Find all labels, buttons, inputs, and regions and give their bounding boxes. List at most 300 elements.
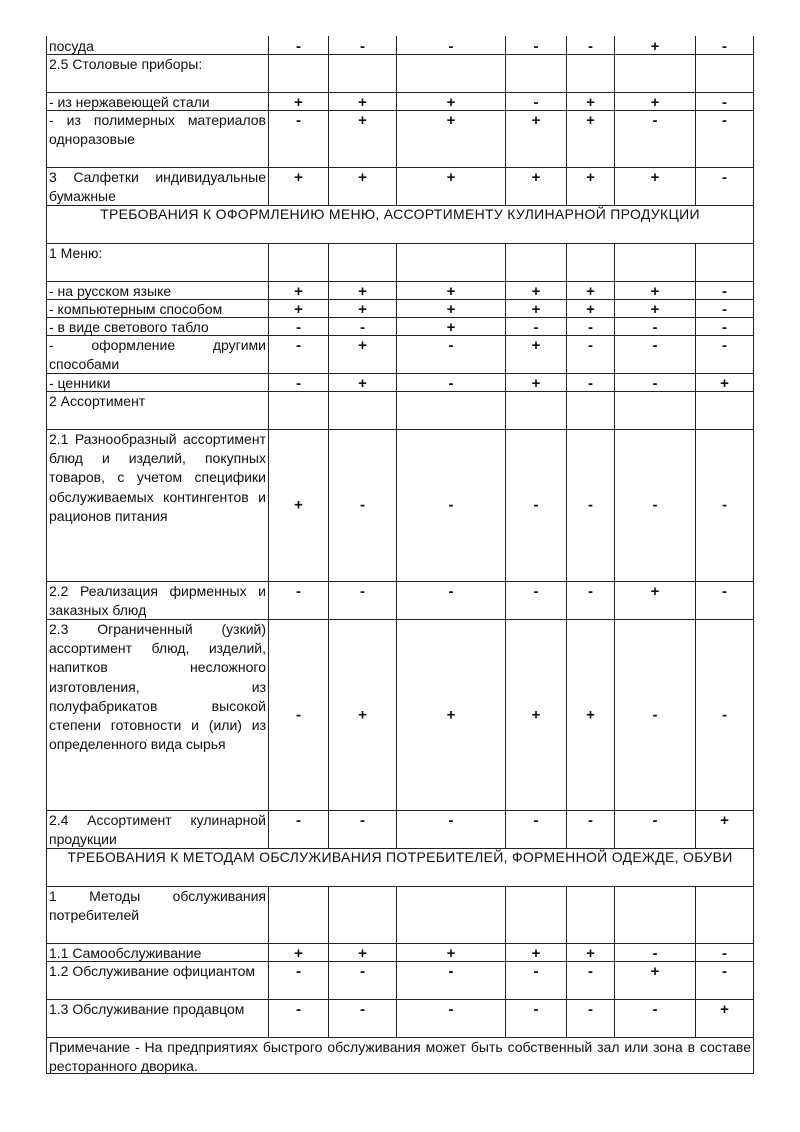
- plus-mark: +: [358, 301, 367, 318]
- row-label: 1.1 Самообслуживание: [49, 945, 202, 961]
- mark-cell: [614, 335, 695, 373]
- minus-mark: -: [296, 706, 301, 723]
- mark-cell: [566, 92, 614, 110]
- mark-cell: [268, 110, 328, 167]
- minus-mark: -: [448, 812, 454, 829]
- mark-cell: [566, 999, 614, 1037]
- minus-mark: -: [588, 38, 593, 55]
- mark-cell: [396, 167, 505, 205]
- mark-cell: [566, 110, 614, 167]
- mark-cell: [268, 961, 328, 999]
- mark-cell: [566, 391, 614, 429]
- mark-cell: [505, 110, 566, 167]
- plus-mark: +: [358, 283, 367, 300]
- mark-cell: [505, 167, 566, 205]
- mark-cell: [566, 429, 614, 581]
- mark-cell: [396, 243, 505, 281]
- mark-cell: [505, 619, 566, 810]
- mark-cell: [695, 299, 754, 317]
- minus-mark: -: [448, 963, 454, 980]
- table-row: [46, 581, 754, 619]
- mark-cell: [566, 335, 614, 373]
- plus-mark: +: [358, 169, 367, 186]
- plus-mark: +: [358, 112, 367, 129]
- mark-cell: [695, 429, 754, 581]
- plus-mark: +: [294, 496, 303, 514]
- minus-mark: -: [360, 963, 365, 980]
- mark-cell: [268, 373, 328, 391]
- plus-mark: +: [446, 283, 456, 300]
- mark-cell: [268, 92, 328, 110]
- mark-cell: [505, 317, 566, 335]
- mark-cell: [328, 619, 396, 810]
- plus-mark: +: [358, 94, 367, 111]
- mark-cell: [566, 961, 614, 999]
- plus-mark: +: [531, 112, 541, 129]
- table-row: [46, 886, 754, 943]
- plus-mark: +: [586, 112, 595, 129]
- mark-cell: [614, 429, 695, 581]
- section-heading: ТРЕБОВАНИЯ К ОФОРМЛЕНИЮ МЕНЮ, АССОРТИМЕНТУ КУЛИНАРНОЙ ПРОДУКЦИИ: [46, 205, 754, 243]
- plus-mark: +: [531, 283, 541, 300]
- minus-mark: -: [533, 496, 539, 514]
- minus-mark: -: [722, 337, 727, 354]
- mark-cell: [328, 36, 396, 54]
- plus-mark: +: [531, 337, 541, 354]
- minus-mark: -: [533, 94, 539, 111]
- mark-cell: [268, 581, 328, 619]
- row-label-cell: [46, 999, 268, 1037]
- row-label: - ценники: [49, 375, 111, 391]
- mark-cell: [614, 619, 695, 810]
- minus-mark: -: [533, 583, 539, 600]
- row-label: 1 Меню:: [49, 245, 103, 261]
- table-row: [46, 373, 754, 391]
- plus-mark: +: [650, 583, 660, 600]
- section-heading: ТРЕБОВАНИЯ К МЕТОДАМ ОБСЛУЖИВАНИЯ ПОТРЕБИТЕЛЕЙ, ФОРМЕННОЙ ОДЕЖДЕ, ОБУВИ: [46, 848, 754, 886]
- mark-cell: [328, 110, 396, 167]
- mark-cell: [268, 299, 328, 317]
- minus-mark: -: [533, 963, 539, 980]
- plus-mark: +: [446, 945, 456, 962]
- table-row: [46, 391, 754, 429]
- plus-mark: +: [446, 706, 456, 723]
- row-label-cell: [46, 391, 268, 429]
- minus-mark: -: [722, 496, 727, 514]
- mark-cell: [566, 281, 614, 299]
- mark-cell: [614, 317, 695, 335]
- row-label: 2.1 Разнообразный ассортимент блюд и изделий, покупных товаров, с учетом специфики обслуживаемых контингентов и рационов питания: [49, 431, 266, 524]
- mark-cell: [396, 110, 505, 167]
- plus-mark: +: [650, 94, 660, 111]
- mark-cell: [505, 581, 566, 619]
- row-label: 3 Салфетки индивидуальные бумажные: [49, 169, 266, 205]
- table-row: [46, 999, 754, 1037]
- minus-mark: -: [652, 706, 658, 723]
- mark-cell: [268, 317, 328, 335]
- plus-mark: +: [650, 169, 660, 186]
- mark-cell: [566, 167, 614, 205]
- plus-mark: +: [650, 283, 660, 300]
- minus-mark: -: [722, 94, 727, 111]
- mark-cell: [695, 281, 754, 299]
- table-row: [46, 810, 754, 848]
- table-row: [46, 167, 754, 205]
- mark-cell: [328, 167, 396, 205]
- minus-mark: -: [588, 1001, 593, 1018]
- plus-mark: +: [358, 706, 367, 723]
- mark-cell: [396, 943, 505, 961]
- mark-cell: [505, 54, 566, 92]
- mark-cell: [566, 886, 614, 943]
- row-label: 2.5 Столовые приборы:: [49, 56, 203, 72]
- mark-cell: [396, 299, 505, 317]
- mark-cell: [566, 317, 614, 335]
- mark-cell: [505, 961, 566, 999]
- mark-cell: [268, 999, 328, 1037]
- mark-cell: [614, 961, 695, 999]
- mark-cell: [614, 373, 695, 391]
- mark-cell: [396, 810, 505, 848]
- mark-cell: [396, 335, 505, 373]
- mark-cell: [396, 373, 505, 391]
- mark-cell: [614, 243, 695, 281]
- plus-mark: +: [531, 375, 541, 392]
- minus-mark: -: [448, 1001, 454, 1018]
- minus-mark: -: [448, 496, 454, 514]
- mark-cell: [328, 335, 396, 373]
- mark-cell: [505, 429, 566, 581]
- table-row: [46, 619, 754, 810]
- minus-mark: -: [722, 301, 727, 318]
- row-label-cell: [46, 429, 268, 581]
- minus-mark: -: [588, 963, 593, 980]
- row-label: 1.2 Обслуживание официантом: [49, 963, 256, 979]
- minus-mark: -: [722, 963, 727, 980]
- minus-mark: -: [588, 496, 593, 514]
- mark-cell: [505, 335, 566, 373]
- mark-cell: [268, 167, 328, 205]
- mark-cell: [328, 886, 396, 943]
- minus-mark: -: [652, 1001, 658, 1018]
- table-row: [46, 961, 754, 999]
- minus-mark: -: [652, 375, 658, 392]
- mark-cell: [695, 619, 754, 810]
- mark-cell: [614, 110, 695, 167]
- row-label-cell: [46, 373, 268, 391]
- mark-cell: [695, 335, 754, 373]
- row-label-cell: [46, 92, 268, 110]
- mark-cell: [268, 391, 328, 429]
- minus-mark: -: [360, 583, 365, 600]
- row-label: - компьютерным способом: [49, 301, 223, 317]
- mark-cell: [566, 54, 614, 92]
- row-label-cell: [46, 961, 268, 999]
- mark-cell: [396, 619, 505, 810]
- row-label: - оформление другими способами: [49, 337, 266, 373]
- mark-cell: [695, 999, 754, 1037]
- mark-cell: [614, 810, 695, 848]
- plus-mark: +: [446, 94, 456, 111]
- plus-mark: +: [586, 169, 595, 186]
- mark-cell: [614, 581, 695, 619]
- table-note: Примечание - На предприятиях быстрого обслуживания может быть собственный зал или зона в составе ресторанного дворика.: [46, 1037, 754, 1073]
- minus-mark: -: [360, 1001, 365, 1018]
- plus-mark: +: [446, 319, 456, 336]
- row-label: - из полимерных материалов одноразовые: [49, 112, 266, 148]
- mark-cell: [505, 999, 566, 1037]
- mark-cell: [505, 373, 566, 391]
- mark-cell: [695, 886, 754, 943]
- mark-cell: [505, 92, 566, 110]
- mark-cell: [614, 54, 695, 92]
- row-label: посуда: [49, 38, 94, 54]
- minus-mark: -: [448, 337, 454, 354]
- minus-mark: -: [360, 38, 365, 55]
- mark-cell: [614, 167, 695, 205]
- mark-cell: [614, 299, 695, 317]
- plus-mark: +: [294, 301, 303, 318]
- table-row: [46, 943, 754, 961]
- minus-mark: -: [652, 112, 658, 129]
- row-label-cell: [46, 36, 268, 54]
- mark-cell: [695, 92, 754, 110]
- mark-cell: [268, 429, 328, 581]
- minus-mark: -: [588, 337, 593, 354]
- minus-mark: -: [296, 812, 301, 829]
- minus-mark: -: [360, 812, 365, 829]
- minus-mark: -: [722, 319, 727, 336]
- table-row: [46, 110, 754, 167]
- mark-cell: [614, 92, 695, 110]
- row-divider: [46, 1073, 754, 1074]
- minus-mark: -: [652, 319, 658, 336]
- minus-mark: -: [533, 319, 539, 336]
- plus-mark: +: [294, 169, 303, 186]
- mark-cell: [505, 391, 566, 429]
- mark-cell: [328, 92, 396, 110]
- row-label-cell: [46, 110, 268, 167]
- mark-cell: [695, 391, 754, 429]
- mark-cell: [566, 619, 614, 810]
- mark-cell: [505, 810, 566, 848]
- row-label-cell: [46, 167, 268, 205]
- minus-mark: -: [360, 319, 365, 336]
- mark-cell: [566, 373, 614, 391]
- minus-mark: -: [588, 812, 593, 829]
- mark-cell: [396, 961, 505, 999]
- minus-mark: -: [296, 583, 301, 600]
- minus-mark: -: [296, 337, 301, 354]
- table-row: [46, 243, 754, 281]
- mark-cell: [614, 886, 695, 943]
- minus-mark: -: [722, 112, 727, 129]
- minus-mark: -: [588, 375, 593, 392]
- mark-cell: [505, 243, 566, 281]
- row-label-cell: [46, 317, 268, 335]
- minus-mark: -: [722, 706, 727, 723]
- table-row: [46, 317, 754, 335]
- minus-mark: -: [722, 38, 727, 55]
- minus-mark: -: [296, 38, 301, 55]
- minus-mark: -: [296, 112, 301, 129]
- mark-cell: [396, 429, 505, 581]
- mark-cell: [268, 36, 328, 54]
- mark-cell: [695, 243, 754, 281]
- table-row: [46, 299, 754, 317]
- mark-cell: [695, 943, 754, 961]
- plus-mark: +: [586, 283, 595, 300]
- mark-cell: [396, 317, 505, 335]
- mark-cell: [328, 391, 396, 429]
- minus-mark: -: [533, 812, 539, 829]
- mark-cell: [396, 999, 505, 1037]
- mark-cell: [268, 335, 328, 373]
- mark-cell: [328, 317, 396, 335]
- mark-cell: [695, 810, 754, 848]
- row-label: 2.3 Ограниченный (узкий) ассортимент блюд, изделий, напитков несложного изготовления, из полуфабрикатов высокой степени готовности и (или) из определенного вида сырья: [49, 621, 266, 753]
- row-label: 2.4 Ассортимент кулинарной продукции: [49, 812, 266, 848]
- row-label-cell: [46, 243, 268, 281]
- mark-cell: [614, 999, 695, 1037]
- plus-mark: +: [358, 337, 367, 354]
- mark-cell: [396, 886, 505, 943]
- row-label-cell: [46, 281, 268, 299]
- mark-cell: [566, 943, 614, 961]
- mark-cell: [268, 281, 328, 299]
- plus-mark: +: [586, 94, 595, 111]
- plus-mark: +: [531, 301, 541, 318]
- minus-mark: -: [588, 583, 593, 600]
- mark-cell: [614, 281, 695, 299]
- mark-cell: [566, 810, 614, 848]
- minus-mark: -: [448, 583, 454, 600]
- row-label-cell: [46, 581, 268, 619]
- row-label-cell: [46, 943, 268, 961]
- row-label-cell: [46, 54, 268, 92]
- mark-cell: [328, 281, 396, 299]
- mark-cell: [505, 886, 566, 943]
- mark-cell: [695, 54, 754, 92]
- mark-cell: [505, 943, 566, 961]
- row-label-cell: [46, 299, 268, 317]
- plus-mark: +: [586, 945, 595, 962]
- mark-cell: [695, 167, 754, 205]
- row-label: - в виде светового табло: [49, 319, 209, 335]
- plus-mark: +: [446, 112, 456, 129]
- mark-cell: [328, 243, 396, 281]
- minus-mark: -: [448, 38, 454, 55]
- mark-cell: [268, 619, 328, 810]
- mark-cell: [505, 299, 566, 317]
- mark-cell: [614, 36, 695, 54]
- plus-mark: +: [586, 706, 595, 723]
- plus-mark: +: [531, 945, 541, 962]
- mark-cell: [566, 299, 614, 317]
- row-label: - на русском языке: [49, 283, 172, 299]
- minus-mark: -: [588, 319, 593, 336]
- mark-cell: [268, 943, 328, 961]
- row-label: - из нержавеющей стали: [49, 94, 210, 110]
- row-label-cell: [46, 619, 268, 810]
- table-row: [46, 429, 754, 581]
- minus-mark: -: [296, 1001, 301, 1018]
- mark-cell: [695, 961, 754, 999]
- plus-mark: +: [294, 945, 303, 962]
- mark-cell: [268, 886, 328, 943]
- plus-mark: +: [446, 301, 456, 318]
- minus-mark: -: [652, 945, 658, 962]
- mark-cell: [328, 299, 396, 317]
- plus-mark: +: [650, 38, 660, 55]
- table-row: [46, 335, 754, 373]
- plus-mark: +: [586, 301, 595, 318]
- table-row: [46, 36, 754, 54]
- plus-mark: +: [294, 283, 303, 300]
- plus-mark: +: [650, 963, 660, 980]
- mark-cell: [614, 391, 695, 429]
- plus-mark: +: [531, 706, 541, 723]
- row-label: 2.2 Реализация фирменных и заказных блюд: [49, 583, 266, 619]
- table-row: [46, 281, 754, 299]
- minus-mark: -: [296, 319, 301, 336]
- plus-mark: +: [650, 301, 660, 318]
- mark-cell: [695, 581, 754, 619]
- mark-cell: [396, 391, 505, 429]
- mark-cell: [268, 54, 328, 92]
- mark-cell: [566, 581, 614, 619]
- mark-cell: [505, 281, 566, 299]
- plus-mark: +: [531, 169, 541, 186]
- row-label-cell: [46, 886, 268, 943]
- minus-mark: -: [722, 945, 727, 962]
- mark-cell: [566, 243, 614, 281]
- minus-mark: -: [533, 1001, 539, 1018]
- mark-cell: [268, 810, 328, 848]
- minus-mark: -: [533, 38, 539, 55]
- minus-mark: -: [448, 375, 454, 392]
- mark-cell: [328, 961, 396, 999]
- mark-cell: [328, 54, 396, 92]
- minus-mark: -: [722, 283, 727, 300]
- mark-cell: [328, 999, 396, 1037]
- mark-cell: [396, 92, 505, 110]
- mark-cell: [396, 36, 505, 54]
- mark-cell: [328, 581, 396, 619]
- mark-cell: [505, 36, 566, 54]
- mark-cell: [695, 317, 754, 335]
- mark-cell: [695, 36, 754, 54]
- mark-cell: [328, 810, 396, 848]
- minus-mark: -: [652, 812, 658, 829]
- table-row: [46, 92, 754, 110]
- plus-mark: +: [720, 375, 729, 392]
- row-label: 1 Методы обслуживания потребителей: [49, 888, 266, 924]
- row-label-cell: [46, 810, 268, 848]
- mark-cell: [396, 581, 505, 619]
- plus-mark: +: [446, 169, 456, 186]
- mark-cell: [396, 281, 505, 299]
- minus-mark: -: [652, 337, 658, 354]
- minus-mark: -: [296, 963, 301, 980]
- mark-cell: [614, 943, 695, 961]
- plus-mark: +: [358, 945, 367, 962]
- minus-mark: -: [652, 496, 658, 514]
- minus-mark: -: [360, 496, 365, 514]
- row-label-cell: [46, 335, 268, 373]
- mark-cell: [695, 373, 754, 391]
- plus-mark: +: [720, 1001, 729, 1018]
